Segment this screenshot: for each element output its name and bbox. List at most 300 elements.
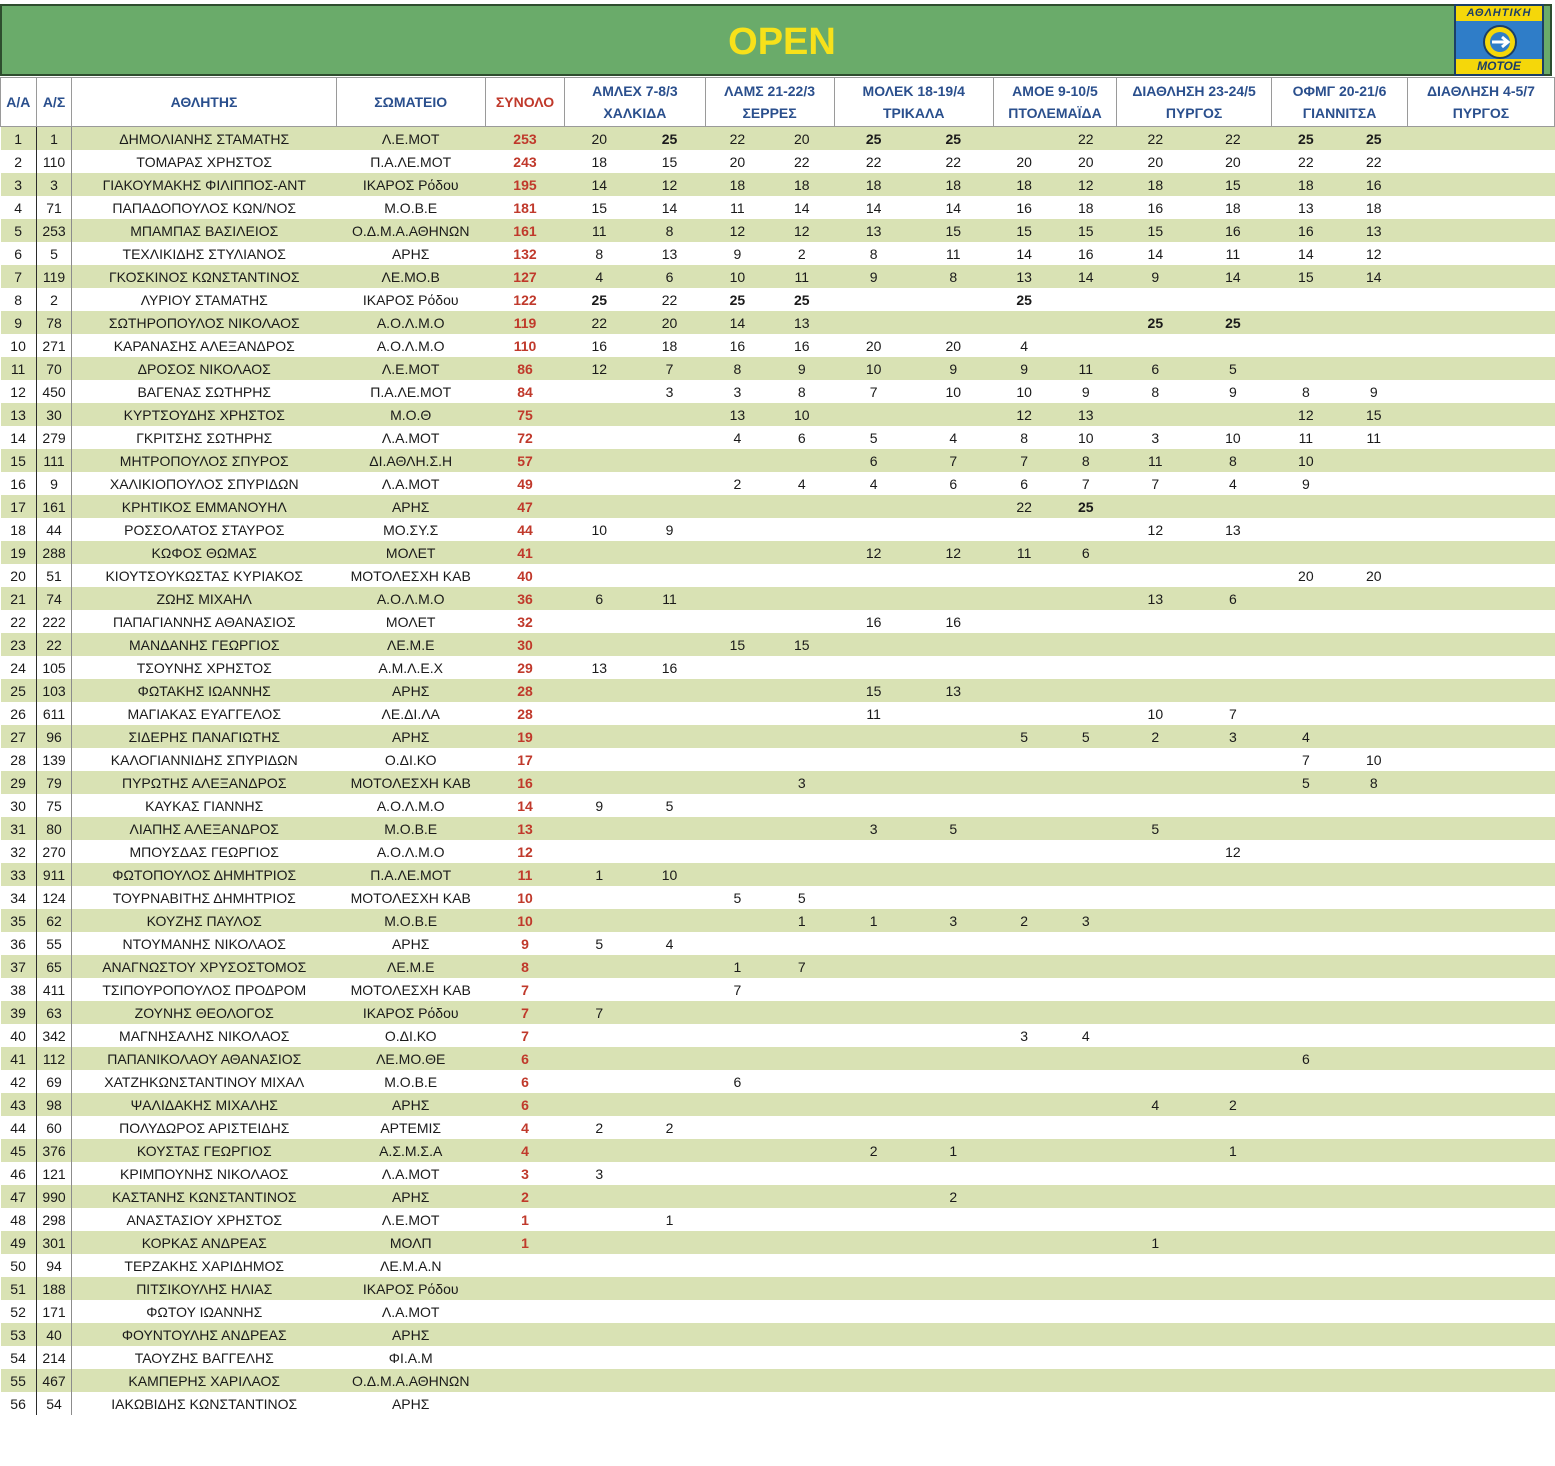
race-points-cell: 8 [565, 242, 634, 265]
race-points-cell: 18 [834, 173, 913, 196]
race-points-cell [834, 978, 913, 1001]
race-points-cell [565, 1369, 634, 1392]
race-points-cell [1117, 633, 1195, 656]
race-points-cell [1272, 495, 1340, 518]
race-points-cell: 9 [565, 794, 634, 817]
race-points-cell [770, 1047, 834, 1070]
table-row [1, 1254, 1555, 1277]
race-points-cell [993, 794, 1055, 817]
rank-cell: 16 [1, 472, 37, 495]
rider-name-cell: ΛΥΡΙΟΥ ΣΤΑΜΑΤΗΣ [72, 288, 336, 311]
race-points-cell: 13 [834, 219, 913, 242]
race-points-cell [1194, 794, 1272, 817]
rider-name-cell: ΓΚΟΣΚΙΝΟΣ ΚΩΝΣΤΑΝΤΙΝΟΣ [72, 265, 336, 288]
race-points-cell [1407, 1024, 1544, 1047]
race-points-cell [1407, 472, 1544, 495]
race-points-cell [705, 495, 769, 518]
total-points-cell: 10 [485, 909, 564, 932]
race-points-cell: 5 [913, 817, 993, 840]
race-points-cell [834, 863, 913, 886]
race-points-cell [913, 1162, 993, 1185]
race-points-cell: 11 [1055, 357, 1117, 380]
race-points-cell: 13 [770, 311, 834, 334]
table-row [1, 1116, 1555, 1139]
race-points-cell [634, 725, 705, 748]
race-points-cell: 18 [993, 173, 1055, 196]
race-points-cell [1117, 334, 1195, 357]
race-points-cell [1340, 1047, 1407, 1070]
race-points-cell [913, 1231, 993, 1254]
race-points-cell: 22 [993, 495, 1055, 518]
race-points-cell [913, 1093, 993, 1116]
race-points-cell: 10 [834, 357, 913, 380]
table-row [1, 1070, 1555, 1093]
race-points-cell: 11 [1117, 449, 1195, 472]
race-points-cell: 20 [1340, 564, 1407, 587]
race-points-cell: 20 [1272, 564, 1340, 587]
bib-number-cell: 60 [36, 1116, 72, 1139]
club-cell: ΛΕ.Μ.Ε [336, 633, 485, 656]
race-points-cell: 25 [913, 127, 993, 151]
race-points-cell: 13 [634, 242, 705, 265]
race-points-cell [565, 840, 634, 863]
race-points-cell: 25 [993, 288, 1055, 311]
race-points-cell [770, 748, 834, 771]
table-row [1, 932, 1555, 955]
race-points-cell [834, 1116, 913, 1139]
rider-name-cell: ΜΠΟΥΣΔΑΣ ΓΕΩΡΓΙΟΣ [72, 840, 336, 863]
race-points-cell: 10 [1340, 748, 1407, 771]
table-row [1, 771, 1555, 794]
race-points-cell: 12 [993, 403, 1055, 426]
race-points-cell [1194, 679, 1272, 702]
race-points-cell [913, 863, 993, 886]
race-points-cell: 13 [1272, 196, 1340, 219]
club-cell: ΑΡΗΣ [336, 1323, 485, 1346]
race-points-cell [1544, 1185, 1554, 1208]
race-points-cell [1544, 1231, 1554, 1254]
race-points-cell [705, 725, 769, 748]
race-points-cell: 2 [770, 242, 834, 265]
rank-cell: 9 [1, 311, 37, 334]
race-points-cell [1340, 357, 1407, 380]
race-points-cell [1194, 1070, 1272, 1093]
rider-name-cell: ΜΑΓΝΗΣΑΛΗΣ ΝΙΚΟΛΑΟΣ [72, 1024, 336, 1047]
race-points-cell [1055, 633, 1117, 656]
race-points-cell: 16 [913, 610, 993, 633]
race-points-cell [993, 1093, 1055, 1116]
table-row [1, 978, 1555, 1001]
rank-cell: 27 [1, 725, 37, 748]
race-points-cell: 6 [565, 587, 634, 610]
race-points-cell [1194, 1208, 1272, 1231]
race-points-cell: 7 [705, 978, 769, 1001]
total-points-cell: 29 [485, 656, 564, 679]
race-points-cell: 4 [1194, 472, 1272, 495]
total-points-cell: 11 [485, 863, 564, 886]
race-points-cell: 15 [1272, 265, 1340, 288]
race-points-cell: 20 [834, 334, 913, 357]
race-points-cell: 25 [770, 288, 834, 311]
race-points-cell [1272, 1162, 1340, 1185]
race-points-cell [1340, 610, 1407, 633]
race-points-cell [634, 1231, 705, 1254]
race-points-cell [705, 771, 769, 794]
race-points-cell: 20 [1117, 150, 1195, 173]
col-header-rider: ΑΘΛΗΤΗΣ [72, 78, 336, 127]
total-points-cell: 30 [485, 633, 564, 656]
rider-name-cell: ΧΑΤΖΗΚΩΝΣΤΑΝΤΙΝΟΥ ΜΙΧΑΛ [72, 1070, 336, 1093]
table-row [1, 1093, 1555, 1116]
race-points-cell: 3 [834, 817, 913, 840]
race-points-cell [634, 1254, 705, 1277]
club-cell: Α.Σ.Μ.Σ.Α [336, 1139, 485, 1162]
round-4-event: ΑΜΟΕ 9-10/5 [1012, 83, 1098, 99]
race-points-cell: 16 [1117, 196, 1195, 219]
bib-number-cell: 94 [36, 1254, 72, 1277]
race-points-cell [1272, 932, 1340, 955]
race-points-cell [705, 541, 769, 564]
race-points-cell: 4 [1272, 725, 1340, 748]
race-points-cell [1272, 702, 1340, 725]
race-points-cell [1340, 702, 1407, 725]
race-points-cell: 9 [993, 357, 1055, 380]
race-points-cell [1544, 219, 1554, 242]
race-points-cell: 8 [1055, 449, 1117, 472]
race-points-cell: 15 [1194, 173, 1272, 196]
race-points-cell [1544, 748, 1554, 771]
race-points-cell [1544, 656, 1554, 679]
table-row [1, 1277, 1555, 1300]
race-points-cell: 8 [770, 380, 834, 403]
rank-cell: 11 [1, 357, 37, 380]
race-points-cell: 2 [834, 1139, 913, 1162]
race-points-cell [1544, 1116, 1554, 1139]
race-points-cell [1272, 1185, 1340, 1208]
rider-name-cell: ΨΑΛΙΔΑΚΗΣ ΜΙΧΑΛΗΣ [72, 1093, 336, 1116]
race-points-cell [565, 1139, 634, 1162]
race-points-cell [1272, 1024, 1340, 1047]
bib-number-cell: 222 [36, 610, 72, 633]
race-points-cell: 15 [565, 196, 634, 219]
race-points-cell [1544, 1300, 1554, 1323]
table-row [1, 196, 1555, 219]
bib-number-cell: 75 [36, 794, 72, 817]
race-points-cell [1407, 656, 1544, 679]
race-points-cell [913, 886, 993, 909]
race-points-cell [1544, 196, 1554, 219]
table-row [1, 288, 1555, 311]
club-cell: Λ.Ε.ΜΟΤ [336, 127, 485, 151]
race-points-cell [993, 679, 1055, 702]
rank-cell: 49 [1, 1231, 37, 1254]
rank-cell: 7 [1, 265, 37, 288]
race-points-cell [1194, 932, 1272, 955]
race-points-cell [913, 1323, 993, 1346]
club-cell: Α.Μ.Λ.Ε.Χ [336, 656, 485, 679]
race-points-cell [913, 587, 993, 610]
race-points-cell: 7 [770, 955, 834, 978]
race-points-cell [1340, 978, 1407, 1001]
race-points-cell [913, 518, 993, 541]
race-points-cell: 1 [913, 1139, 993, 1162]
rank-cell: 33 [1, 863, 37, 886]
race-points-cell [770, 702, 834, 725]
race-points-cell [634, 1139, 705, 1162]
total-points-cell: 181 [485, 196, 564, 219]
race-points-cell [1272, 909, 1340, 932]
race-points-cell: 20 [913, 334, 993, 357]
race-points-cell [834, 1231, 913, 1254]
race-points-cell [1055, 1001, 1117, 1024]
rank-cell: 4 [1, 196, 37, 219]
race-points-cell [705, 1047, 769, 1070]
total-points-cell: 28 [485, 702, 564, 725]
rider-name-cell: ΓΙΑΚΟΥΜΑΚΗΣ ΦΙΛΙΠΠΟΣ-ΑΝΤ [72, 173, 336, 196]
race-points-cell: 3 [565, 1162, 634, 1185]
race-points-cell [1117, 978, 1195, 1001]
club-cell: ΑΡΗΣ [336, 679, 485, 702]
race-points-cell [993, 1208, 1055, 1231]
race-points-cell [913, 288, 993, 311]
race-points-cell: 3 [634, 380, 705, 403]
race-points-cell [1544, 403, 1554, 426]
table-row [1, 1185, 1555, 1208]
rider-name-cell: ΣΙΔΕΡΗΣ ΠΑΝΑΓΙΩΤΗΣ [72, 725, 336, 748]
bib-number-cell: 288 [36, 541, 72, 564]
race-points-cell [770, 1231, 834, 1254]
rider-name-cell: ΖΟΥΝΗΣ ΘΕΟΛΟΓΟΣ [72, 1001, 336, 1024]
col-header-round-7 [1407, 78, 1554, 127]
race-points-cell [993, 564, 1055, 587]
race-points-cell [1272, 1323, 1340, 1346]
club-cell: ΜΟΛΠ [336, 1231, 485, 1254]
table-row [1, 817, 1555, 840]
table-row [1, 633, 1555, 656]
race-points-cell [993, 1346, 1055, 1369]
race-points-cell: 12 [1194, 840, 1272, 863]
race-points-cell: 13 [1340, 219, 1407, 242]
race-points-cell [1055, 1392, 1117, 1415]
race-points-cell [1055, 771, 1117, 794]
race-points-cell [913, 1024, 993, 1047]
race-points-cell [705, 449, 769, 472]
club-cell: ΑΡΗΣ [336, 1185, 485, 1208]
race-points-cell: 4 [1117, 1093, 1195, 1116]
total-points-cell: 75 [485, 403, 564, 426]
race-points-cell [993, 610, 1055, 633]
race-points-cell [1407, 196, 1544, 219]
rank-cell: 3 [1, 173, 37, 196]
race-points-cell [634, 748, 705, 771]
rank-cell: 5 [1, 219, 37, 242]
race-points-cell [1340, 932, 1407, 955]
race-points-cell [565, 1047, 634, 1070]
race-points-cell [634, 1277, 705, 1300]
bib-number-cell: 103 [36, 679, 72, 702]
race-points-cell [565, 564, 634, 587]
bib-number-cell: 96 [36, 725, 72, 748]
table-row [1, 127, 1555, 151]
race-points-cell [1544, 242, 1554, 265]
total-points-cell: 13 [485, 817, 564, 840]
race-points-cell [1544, 817, 1554, 840]
bib-number-cell: 171 [36, 1300, 72, 1323]
race-points-cell: 8 [1194, 449, 1272, 472]
rank-cell: 21 [1, 587, 37, 610]
table-row [1, 1346, 1555, 1369]
race-points-cell [770, 1116, 834, 1139]
race-points-cell [565, 1024, 634, 1047]
race-points-cell [1544, 679, 1554, 702]
table-row [1, 679, 1555, 702]
race-points-cell [834, 1346, 913, 1369]
race-points-cell [1117, 679, 1195, 702]
race-points-cell: 12 [834, 541, 913, 564]
bib-number-cell: 450 [36, 380, 72, 403]
race-points-cell [770, 495, 834, 518]
race-points-cell: 8 [913, 265, 993, 288]
race-points-cell [1272, 610, 1340, 633]
race-points-cell [1340, 541, 1407, 564]
col-header-rank: Α/Α [1, 78, 37, 127]
race-points-cell [1544, 1346, 1554, 1369]
race-points-cell [1194, 1024, 1272, 1047]
race-points-cell [1407, 1093, 1544, 1116]
race-points-cell [1272, 1139, 1340, 1162]
race-points-cell [834, 403, 913, 426]
bib-number-cell: 611 [36, 702, 72, 725]
race-points-cell [1194, 1300, 1272, 1323]
bib-number-cell: 111 [36, 449, 72, 472]
total-points-cell: 84 [485, 380, 564, 403]
race-points-cell: 1 [1194, 1139, 1272, 1162]
race-points-cell [1544, 1093, 1554, 1116]
race-points-cell: 18 [770, 173, 834, 196]
club-cell: ΜΟΤΟΛΕΣΧΗ ΚΑΒ [336, 886, 485, 909]
bib-number-cell: 70 [36, 357, 72, 380]
race-points-cell [1407, 1001, 1544, 1024]
bib-number-cell: 376 [36, 1139, 72, 1162]
race-points-cell [705, 1231, 769, 1254]
race-points-cell [1272, 541, 1340, 564]
race-points-cell: 1 [565, 863, 634, 886]
race-points-cell [1407, 127, 1544, 151]
bib-number-cell: 2 [36, 288, 72, 311]
race-points-cell [1340, 1254, 1407, 1277]
rider-name-cell: ΤΕΡΖΑΚΗΣ ΧΑΡΙΔΗΜΟΣ [72, 1254, 336, 1277]
race-points-cell [1407, 1346, 1544, 1369]
race-points-cell: 9 [1055, 380, 1117, 403]
race-points-cell [1272, 311, 1340, 334]
race-points-cell: 5 [770, 886, 834, 909]
race-points-cell [1055, 587, 1117, 610]
race-points-cell: 7 [1272, 748, 1340, 771]
race-points-cell [993, 702, 1055, 725]
race-points-cell [1055, 656, 1117, 679]
race-points-cell [834, 495, 913, 518]
rider-name-cell: ΤΑΟΥΖΗΣ ΒΑΓΓΕΛΗΣ [72, 1346, 336, 1369]
race-points-cell: 20 [993, 150, 1055, 173]
race-points-cell [770, 932, 834, 955]
rank-cell: 22 [1, 610, 37, 633]
race-points-cell [1272, 1116, 1340, 1139]
club-cell: Λ.Α.ΜΟΤ [336, 426, 485, 449]
table-row [1, 219, 1555, 242]
rank-cell: 52 [1, 1300, 37, 1323]
rider-name-cell: ΠΟΛΥΔΩΡΟΣ ΑΡΙΣΤΕΙΔΗΣ [72, 1116, 336, 1139]
race-points-cell [1544, 587, 1554, 610]
race-points-cell: 6 [913, 472, 993, 495]
bib-number-cell: 65 [36, 955, 72, 978]
race-points-cell: 16 [1055, 242, 1117, 265]
race-points-cell [634, 1047, 705, 1070]
rank-cell: 24 [1, 656, 37, 679]
col-header-round-6 [1272, 78, 1408, 127]
rank-cell: 13 [1, 403, 37, 426]
race-points-cell [565, 495, 634, 518]
race-points-cell [565, 909, 634, 932]
race-points-cell [1544, 288, 1554, 311]
table-row [1, 886, 1555, 909]
table-row [1, 242, 1555, 265]
race-points-cell: 13 [1055, 403, 1117, 426]
race-points-cell [1407, 219, 1544, 242]
race-points-cell [1407, 679, 1544, 702]
table-row [1, 472, 1555, 495]
race-points-cell [834, 955, 913, 978]
total-points-cell: 253 [485, 127, 564, 151]
table-row [1, 495, 1555, 518]
race-points-cell [834, 840, 913, 863]
race-points-cell [913, 656, 993, 679]
race-points-cell [1055, 518, 1117, 541]
race-points-cell [1544, 1001, 1554, 1024]
rider-name-cell: ΑΝΑΣΤΑΣΙΟΥ ΧΡΗΣΤΟΣ [72, 1208, 336, 1231]
bib-number-cell: 467 [36, 1369, 72, 1392]
race-points-cell [1407, 1139, 1544, 1162]
race-points-cell [1407, 955, 1544, 978]
race-points-cell [913, 311, 993, 334]
race-points-cell [834, 1277, 913, 1300]
club-cell: Λ.Α.ΜΟΤ [336, 472, 485, 495]
federation-logo [1454, 4, 1544, 76]
race-points-cell [993, 587, 1055, 610]
rank-cell: 53 [1, 1323, 37, 1346]
race-points-cell: 1 [1117, 1231, 1195, 1254]
race-points-cell [770, 978, 834, 1001]
rider-name-cell: ΡΟΣΣΟΛΑΤΟΣ ΣΤΑΥΡΟΣ [72, 518, 336, 541]
race-points-cell [565, 725, 634, 748]
race-points-cell [1340, 1346, 1407, 1369]
race-points-cell [1117, 1116, 1195, 1139]
race-points-cell [1272, 679, 1340, 702]
race-points-cell: 16 [993, 196, 1055, 219]
race-points-cell [565, 817, 634, 840]
race-points-cell [1340, 909, 1407, 932]
race-points-cell [913, 1116, 993, 1139]
race-points-cell: 5 [634, 794, 705, 817]
race-points-cell [1055, 1254, 1117, 1277]
race-points-cell: 18 [1055, 196, 1117, 219]
race-points-cell: 22 [1340, 150, 1407, 173]
rank-cell: 1 [1, 127, 37, 151]
race-points-cell: 14 [834, 196, 913, 219]
race-points-cell: 10 [1194, 426, 1272, 449]
race-points-cell [565, 380, 634, 403]
race-points-cell [1117, 1277, 1195, 1300]
race-points-cell [634, 978, 705, 1001]
